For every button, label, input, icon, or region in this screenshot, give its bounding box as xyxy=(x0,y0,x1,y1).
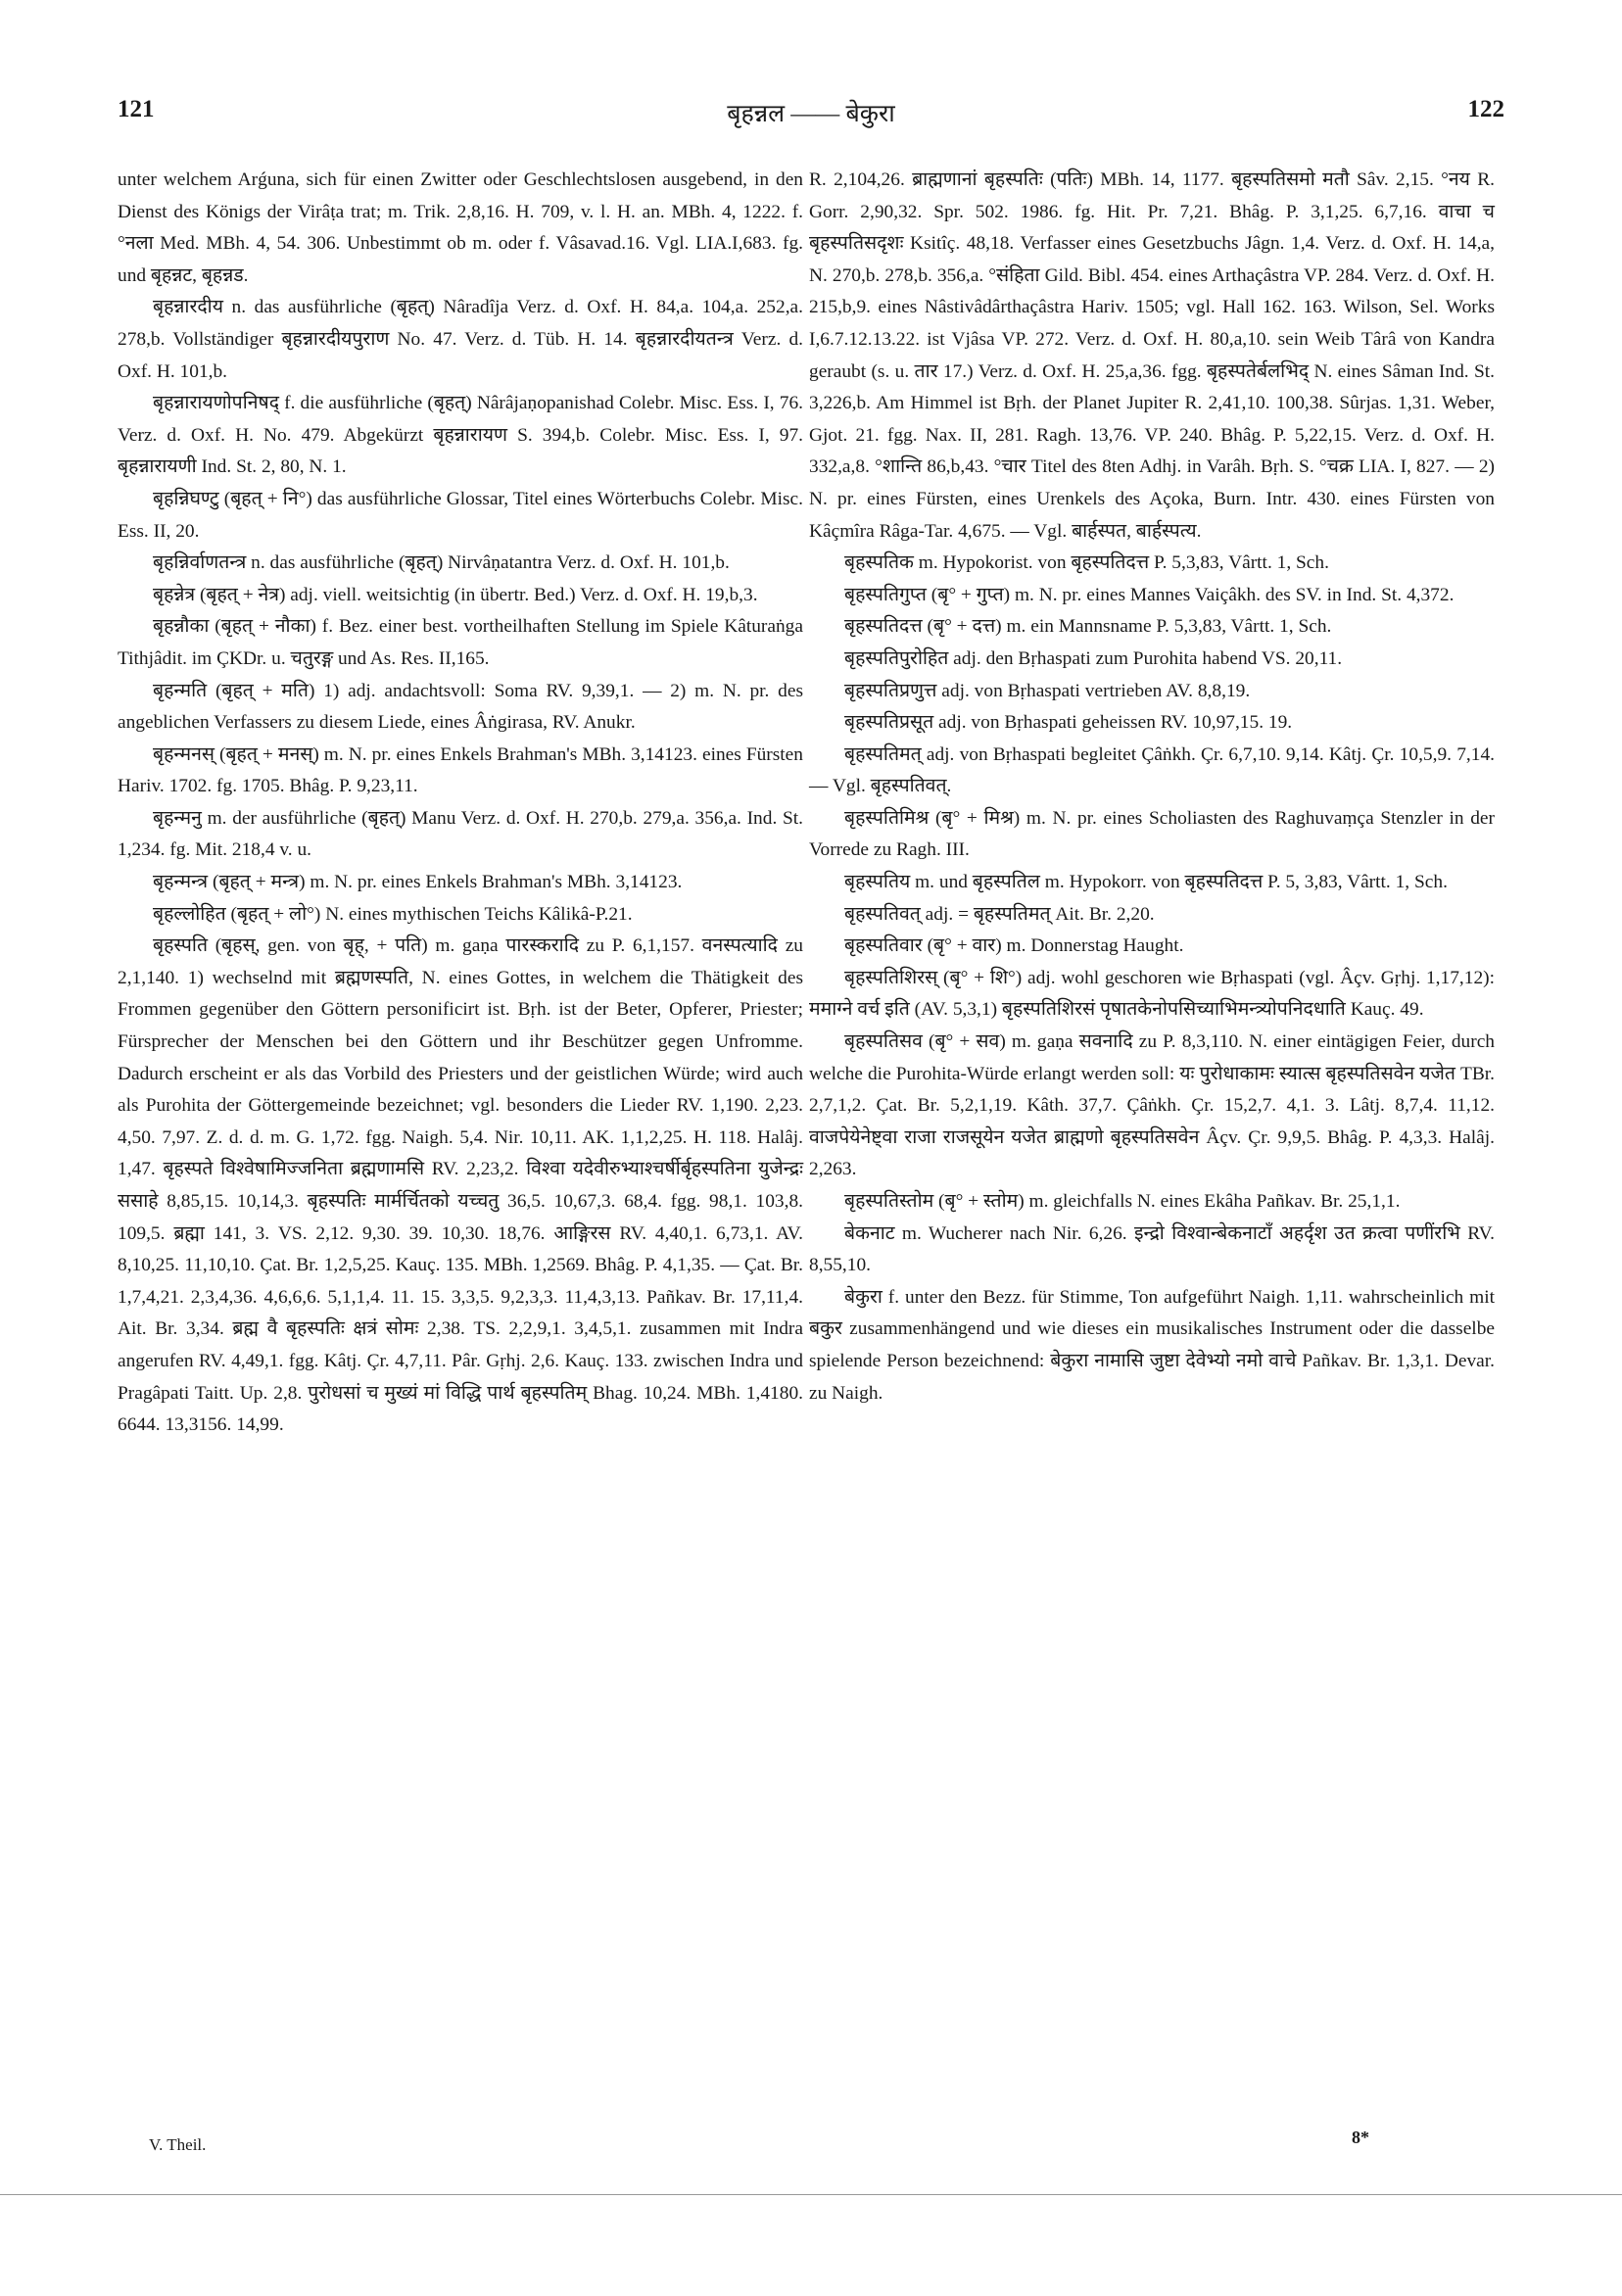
entry: बृहस्पतिस्तोम (बृ° + स्तोम) m. gleichfalls N. eines Ekâha Pañkav. Br. 25,1,1. xyxy=(844,1191,1401,1212)
page-header xyxy=(118,96,1504,135)
entry-continuation: unter welchem Arǵuna, sich für einen Zwitter oder Geschlechtslosen ausgebend, in den Dienst des Königs der Virâṭa trat; m. Trik. 2,8,16. H. 709, v. l. H. an. MBh. 4, 1222. f. °नला Med. MBh. 4, 54. 306. Unbestimmt ob m. oder f. Vâsavad.16. Vgl. LIA.I,683. fg. und बृहन्नट, बृहन्नड. xyxy=(118,169,803,286)
entry: बृहन्नारायणोपनिषद् f. die ausführliche (बृहत्) Nârâjaṇopanishad Colebr. Misc. Ess. I, 76. Verz. d. Oxf. H. No. 479. Abgekürzt बृहन्नारायण S. 394,b. Colebr. Misc. Ess. I, 97. बृहन्नारायणी Ind. St. 2, 80, N. 1. xyxy=(118,393,803,478)
entry: बृहस्पतिमिश्र (बृ° + मिश्र) m. N. pr. eines Scholiasten des Raghuvaṃça Stenzler in der Vorrede zu Ragh. III. xyxy=(809,807,1495,861)
entry: बृहस्पतिमत् adj. von Bṛhaspati begleitet Çâṅkh. Çr. 6,7,10. 9,14. Kâtj. Çr. 10,5,9. 7,14. — Vgl. बृहस्पतिवत्. xyxy=(809,743,1495,797)
entry: बृहस्पतिपुरोहित adj. den Bṛhaspati zum Purohita habend VS. 20,11. xyxy=(844,647,1343,669)
entry: बृहस्पतिगुप्त (बृ° + गुप्त) m. N. pr. eines Mannes Vaiçâkh. des SV. in Ind. St. 4,372. xyxy=(844,584,1455,605)
entry: बृहस्पतिप्रसूत adj. von Bṛhaspati geheissen RV. 10,97,15. 19. xyxy=(844,712,1293,734)
entry: बृहस्पतिवत् adj. = बृहस्पतिमत् Ait. Br. 2,20. xyxy=(844,903,1155,925)
entry: बृहल्लोहित (बृहत् + लो°) N. eines mythischen Teichs Kâlikâ-P.21. xyxy=(153,903,633,925)
entry: बृहस्पतिशिरस् (बृ° + शि°) adj. wohl geschoren wie Bṛhaspati (vgl. Âçv. Gṛhj. 1,17,12): ममाग्ने वर्च इति (AV. 5,3,1) बृहस्पतिशिरसं पृषातकेनोपसिच्याभिमन्त्र्योपनिदधाति Kauç. 49. xyxy=(809,967,1495,1021)
entry: बेकनाट m. Wucherer nach Nir. 6,26. इन्द्रो विश्वान्बेकनाटाँ अहर्दृश उत क्रत्वा पणींरभि RV. 8,55,10. xyxy=(809,1222,1495,1276)
entry: बृहन्निर्वाणतन्त्र n. das ausführliche (बृहत्) Nirvâṇatantra Verz. d. Oxf. H. 101,b. xyxy=(153,552,730,574)
entry: बृहन्मनु m. der ausführliche (बृहत्) Manu Verz. d. Oxf. H. 270,b. 279,a. 356,a. Ind. St. 1,234. fg. Mit. 218,4 v. u. xyxy=(118,807,803,861)
entry: बृहस्पतिसव (बृ° + सव) m. gaṇa सवनादि zu P. 8,3,110. N. einer eintägigen Feier, durch welche die Purohita-Würde erlangt werden soll: यः पुरोधाकामः स्यात्स बृहस्पतिसवेन यजेत TBr. 2,7,1,2. Çat. Br. 5,2,1,19. Kâth. 37,7. Çâṅkh. Çr. 15,2,7. 4,1. 3. Lâtj. 8,7,4. 11,12. वाजपेयेनेष्ट्वा राजा राजसूयेन यजेत ब्राह्मणो बृहस्पतिसवेन Âçv. Çr. 9,9,5. Bhâg. P. 4,3,3. Halâj. 2,263. xyxy=(809,1031,1495,1180)
entry: बृहस्पतिदत्त (बृ° + दत्त) m. ein Mannsname P. 5,3,83, Vârtt. 1, Sch. xyxy=(844,616,1332,638)
entry: बृहन्मति (बृहत् + मति) 1) adj. andachtsvoll: Soma RV. 9,39,1. — 2) m. N. pr. des angeblichen Verfassers zu diesem Liede, eines Âṅgirasa, RV. Anukr. xyxy=(118,680,803,734)
entry: बेकुरा f. unter den Bezz. für Stimme, Ton aufgeführt Naigh. 1,11. wahrscheinlich mit बकुर zusammenhängend und wie dieses ein musikalisches Instrument oder die dasselbe spielende Person bezeichnend: बेकुरा नामासि जुष्टा देवेभ्यो नमो वाचे Pañkav. Br. 1,3,1. Devar. zu Naigh. xyxy=(809,1286,1495,1404)
sheet-signature: 8* xyxy=(1352,2128,1369,2147)
right-column xyxy=(809,165,1495,1410)
entry: बृहस्पतिप्रणुत्त adj. von Bṛhaspati vertrieben AV. 8,8,19. xyxy=(844,680,1251,701)
entry: बृहन्निघण्टु (बृहत् + नि°) das ausführliche Glossar, Titel eines Wörterbuchs Colebr. Misc. Ess. II, 20. xyxy=(118,488,803,542)
left-column xyxy=(118,165,803,1442)
entry: बृहन्मन्त्र (बृहत् + मन्त्र) m. N. pr. eines Enkels Brahman's MBh. 3,14123. xyxy=(153,872,683,893)
entry: बृहन्नारदीय n. das ausführliche (बृहत्) Nâradîja Verz. d. Oxf. H. 84,a. 104,a. 252,a. 278,b. Vollständiger बृहन्नारदीयपुराण No. 47. Verz. d. Tüb. H. 14. बृहन्नारदीयतन्त्र Verz. d. Oxf. H. 101,b. xyxy=(118,297,803,382)
entry: बृहन्नौका (बृहत् + नौका) f. Bez. einer best. vortheilhaften Stellung im Spiele Kâturaṅga Tithjâdit. im ÇKDr. u. चतुरङ्ग und As. Res. II,165. xyxy=(118,616,803,669)
page-number-right: 122 xyxy=(1467,96,1504,122)
running-title: बृहन्नल —— बेकुरा xyxy=(727,101,895,127)
entry: बृहस्पति (बृहस्, gen. von बृह्, + पति) m. gaṇa पारस्करादि zu P. 6,1,157. वनस्पत्यादि zu 2,1,140. 1) wechselnd mit ब्रह्मणस्पति, N. eines Gottes, in welchem die Thätigkeit des Frommen gegenüber den Göttern personificirt ist. Bṛh. ist der Beter, Opferer, Priester; Fürsprecher der Menschen bei den Göttern und ihr Beschützer gegen Unfromme. Dadurch erscheint er als das Vorbild des Priesters und der geistlichen Würde; wird auch als Purohita der Göttergemeinde bezeichnet; vgl. besonders die Lieder RV. 1,190. 2,23. 4,50. 7,97. Z. d. d. m. G. 1,72. fgg. Naigh. 5,4. Nir. 10,11. AK. 1,1,2,25. H. 118. Halâj. 1,47. बृहस्पते विश्वेषामिज्जनिता ब्रह्मणामसि RV. 2,23,2. विश्वा यदेवीरुभ्याश्चर्षीर्बृहस्पतिना युजेन्द्रः ससाहे 8,85,15. 10,14,3. बृहस्पतिः मार्मर्चितको यच्चतु 36,5. 10,67,3. 68,4. fgg. 98,1. 103,8. 109,5. ब्रह्मा 141, 3. VS. 2,12. 9,30. 39. 10,30. 18,76. आङ्गिरस RV. 4,40,1. 6,73,1. AV. 8,10,25. 11,10,10. Çat. Br. 1,2,5,25. Kauç. 135. MBh. 1,2569. Bhâg. P. 4,1,35. — Çat. Br. 1,7,4,21. 2,3,4,36. 4,6,6,6. 5,1,1,4. 11. 15. 3,3,5. 9,2,3,3. 11,4,3,13. Pañkav. Br. 17,11,4. Ait. Br. 3,34. ब्रह्म वै बृहस्पतिः क्षत्रं सोमः 2,38. TS. 2,2,9,1. 3,4,5,1. zusammen mit Indra angerufen RV. 4,49,1. fgg. Kâtj. Çr. 4,7,11. Pâr. Gṛhj. 2,6. Kauç. 133. zwischen Indra und Pragâpati Taitt. Up. 2,8. पुरोधसां च मुख्यं मां विद्धि पार्थ बृहस्पतिम् Bhag. 10,24. MBh. 1,4180. 6644. 13,3156. 14,99. xyxy=(118,935,803,1436)
page-number-left: 121 xyxy=(118,96,155,122)
bottom-rule xyxy=(0,2194,1622,2195)
entry-continuation: R. 2,104,26. ब्राह्मणानां बृहस्पतिः (पतिः) MBh. 14, 1177. बृहस्पतिसमो मतौ Sâv. 2,15. °नय R. Gorr. 2,90,32. Spr. 502. 1986. fg. Hit. Pr. 7,21. Bhâg. P. 3,1,25. 6,7,16. वाचा च बृहस्पतिसदृशः Ksitîç. 48,18. Verfasser eines Gesetzbuchs Jâgn. 1,4. Verz. d. Oxf. H. 14,a, N. 270,b. 278,b. 356,a. °संहिता Gild. Bibl. 454. eines Arthaçâstra VP. 284. Verz. d. Oxf. H. 215,b,9. eines Nâstivâdârthaçâstra Hariv. 1505; vgl. Hall 162. 163. Wilson, Sel. Works I,6.7.12.13.22. ist Vjâsa VP. 272. Verz. d. Oxf. H. 80,a,10. sein Weib Târâ von Kandra geraubt (s. u. तार 17.) Verz. d. Oxf. H. 25,a,36. fgg. बृहस्पतेर्बलभिद् N. eines Sâman Ind. St. 3,226,b. Am Himmel ist Bṛh. der Planet Jupiter R. 2,41,10. 100,38. Sûrjas. 1,31. Weber, Gjot. 21. fgg. Nax. II, 281. Ragh. 13,76. VP. 240. Bhâg. P. 5,22,15. Verz. d. Oxf. H. 332,a,8. °शान्ति 86,b,43. °चार Titel des 8ten Adhj. in Varâh. Bṛh. S. °चक्र LIA. I, 827. — 2) N. pr. eines Fürsten, eines Urenkels des Açoka, Burn. Intr. 430. eines Fürsten von Kâçmîra Râga-Tar. 4,675. — Vgl. बार्हस्पत, बार्हस्पत्य. xyxy=(809,169,1495,542)
entry: बृहस्पतिवार (बृ° + वार) m. Donnerstag Haught. xyxy=(844,935,1184,957)
entry: बृहस्पतिक m. Hypokorist. von बृहस्पतिदत्त P. 5,3,83, Vârtt. 1, Sch. xyxy=(844,552,1329,574)
entry: बृहस्पतिय m. und बृहस्पतिल m. Hypokorr. von बृहस्पतिदत्त P. 5, 3,83, Vârtt. 1, Sch. xyxy=(844,872,1448,893)
entry: बृहन्मनस् (बृहत् + मनस्) m. N. pr. eines Enkels Brahman's MBh. 3,14123. eines Fürsten Hariv. 1702. fg. 1705. Bhâg. P. 9,23,11. xyxy=(118,743,803,797)
signature-mark: V. Theil. xyxy=(149,2135,207,2154)
entry: बृहन्नेत्र (बृहत् + नेत्र) adj. viell. weitsichtig (in übertr. Bed.) Verz. d. Oxf. H. 19,b,3. xyxy=(153,584,758,605)
